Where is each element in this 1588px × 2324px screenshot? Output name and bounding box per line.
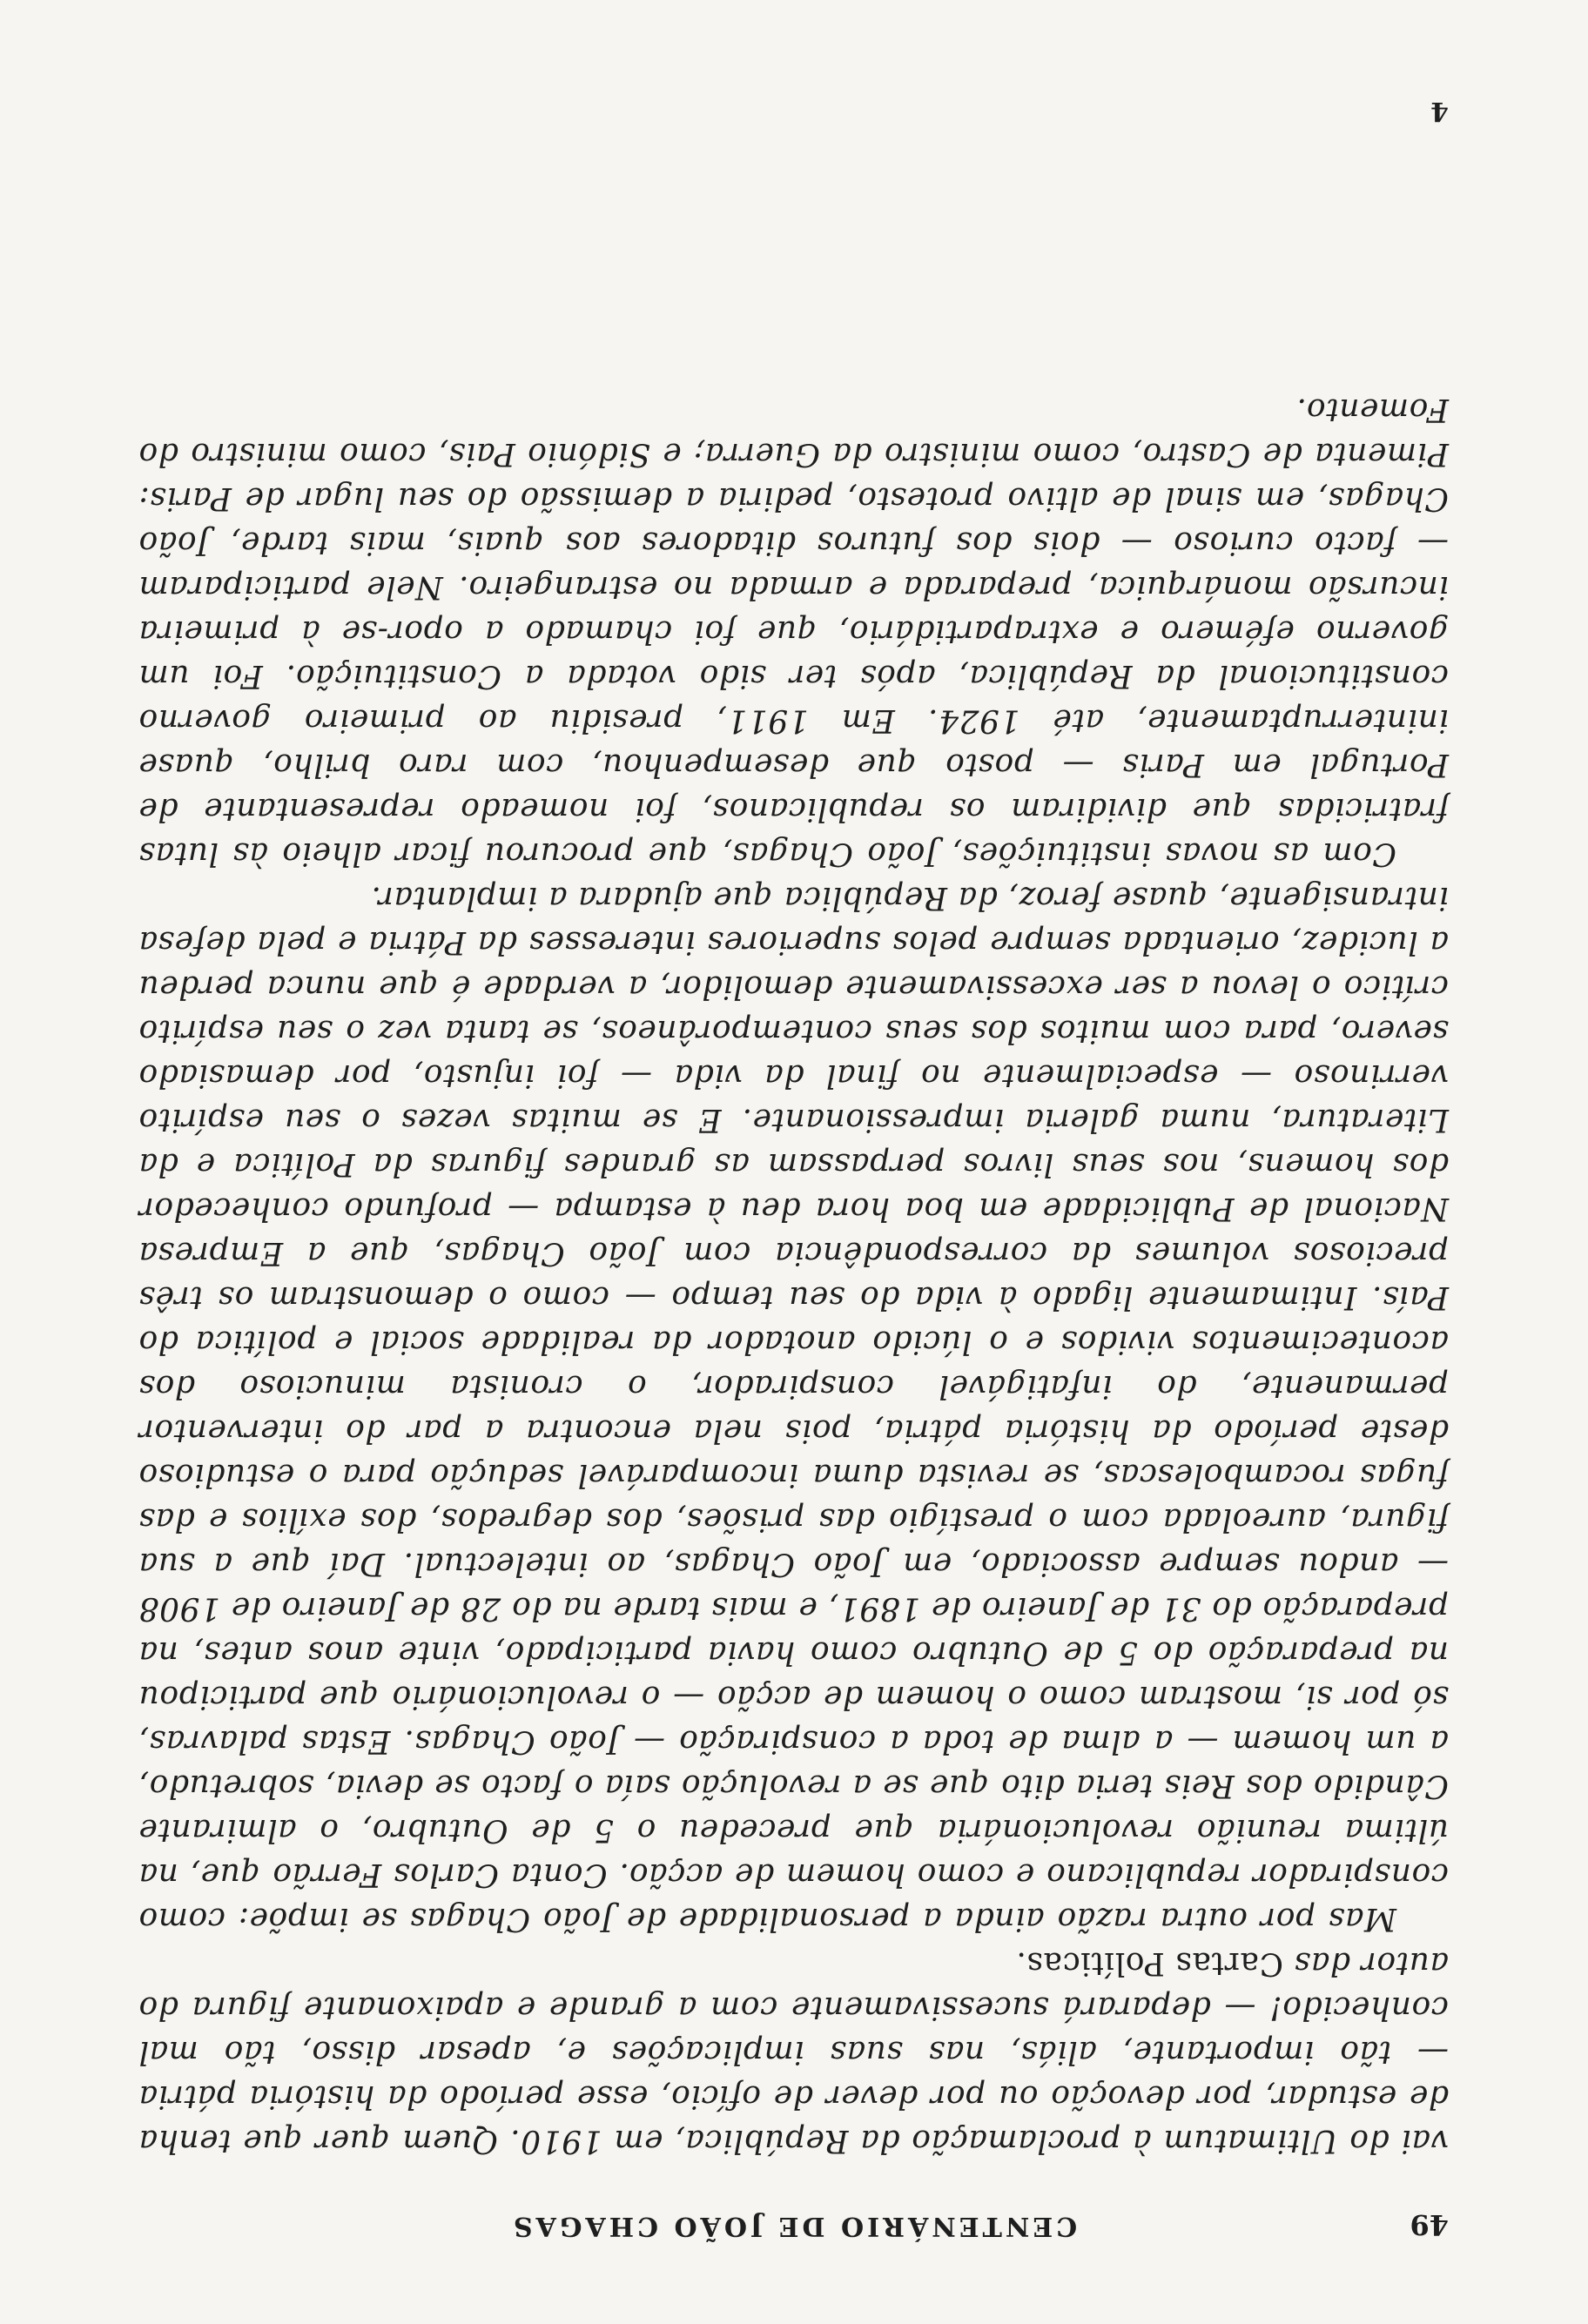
paragraph-1-book-title: Cartas Políticas. [1015, 1945, 1295, 1981]
paragraph-1-text: vai do Ultimatum à proclamação da República, em 1910. Quem quer que tenha de estudar, por devoção ou por dever de ofício, esse período da história pátria — tão importante, aliás, nas suas implicações e, apesar disso, tão mal conhecido! — deparará sucessivamente com a grande e apaixonante figura do autor das [138, 1945, 1449, 2159]
paragraph-3 [138, 387, 1449, 876]
paragraph-2-text: Mas por outra razão ainda a personalidade de João Chagas se impõe: como conspirador republicano e como homem de acção. Conta Carlos Ferrão que, na última reunião revolucionária que precedeu o 5 de Outubro, o almirante Cândido dos Reis teria dito que se a revolução saía o facto se devia, sobretudo, a um homem — a alma de toda a conspiração — João Chagas. Estas palavras, só por si, mostram como o homem de acção — o revolucionário que participou na preparação do 5 de Outubro como havia participado, vinte anos antes, na preparação do 31 de Janeiro de 1891, e mais tarde na do 28 de Janeiro de 1908 — andou sempre associado, em João Chagas, ao intelectual. Daí que a sua figura, aureolada com o prestígio das prisões, dos degredos, dos exílios e das fugas rocambolescas, se revista duma incomparável sedução para o estudioso deste período da história pátria, pois nela encontra a par do interventor permanente, do infatigável conspirador, o cronista minucioso dos acontecimentos vividos e o lúcido anotador da realidade social e política do País. Intimamente ligado à vida do seu tempo — como o demonstram os três preciosos volumes da correspondência com João Chagas, que a Empresa Nacional de Publicidade em boa hora deu à estampa — profundo conhecedor dos homens, nos seus livros perpassam as grandes figuras da Política e da Literatura, numa galeria impressionante. E se muitas vezes o seu espírito verrinoso — especialmente no final da vida — foi injusto, por demasiado severo, para com muitos dos seus contemporâneos, se tanta vez o seu espírito crítico o levou a ser excessivamente demolidor, a verdade é que nunca perdeu a lucidez, orientada sempre pelos superiores interesses da Pátria e pela defesa intransigente, quase feroz, da República que ajudara a implantar. [138, 880, 1449, 1937]
page-number: 49 [1410, 2208, 1449, 2241]
body-text [138, 387, 1449, 2163]
running-head [138, 2189, 1449, 2241]
paragraph-3-text: Com as novas instituições, João Chagas, que procurou ficar alheio às lutas fratricidas que dividiram os republicanos, foi nomeado representante de Portugal em Paris — posto que desempenhou, com raro brilho, quase ininterruptamente, até 1924. Em 1911, presidiu ao primeiro governo constitucional da República, após ter sido votada a Constituição. Foi um governo efémero e extrapartidário, que foi chamado a opor-se à primeira incursão monárquica, preparada e armada no estrangeiro. Nele participaram — facto curioso — dois dos futuros ditadores aos quais, mais tarde, João Chagas, em sinal de altivo protesto, pediria a demissão do seu lugar de Paris: Pimenta de Castro, como ministro da Guerra; e Sidónio Pais, como ministro do Fomento. [138, 392, 1449, 871]
paragraph-2 [138, 876, 1449, 1941]
signature-mark: 4 [1430, 96, 1449, 126]
running-title: CENTENÁRIO DE JOÃO CHAGAS [509, 2211, 1078, 2241]
paragraph-1 [138, 1941, 1449, 2163]
